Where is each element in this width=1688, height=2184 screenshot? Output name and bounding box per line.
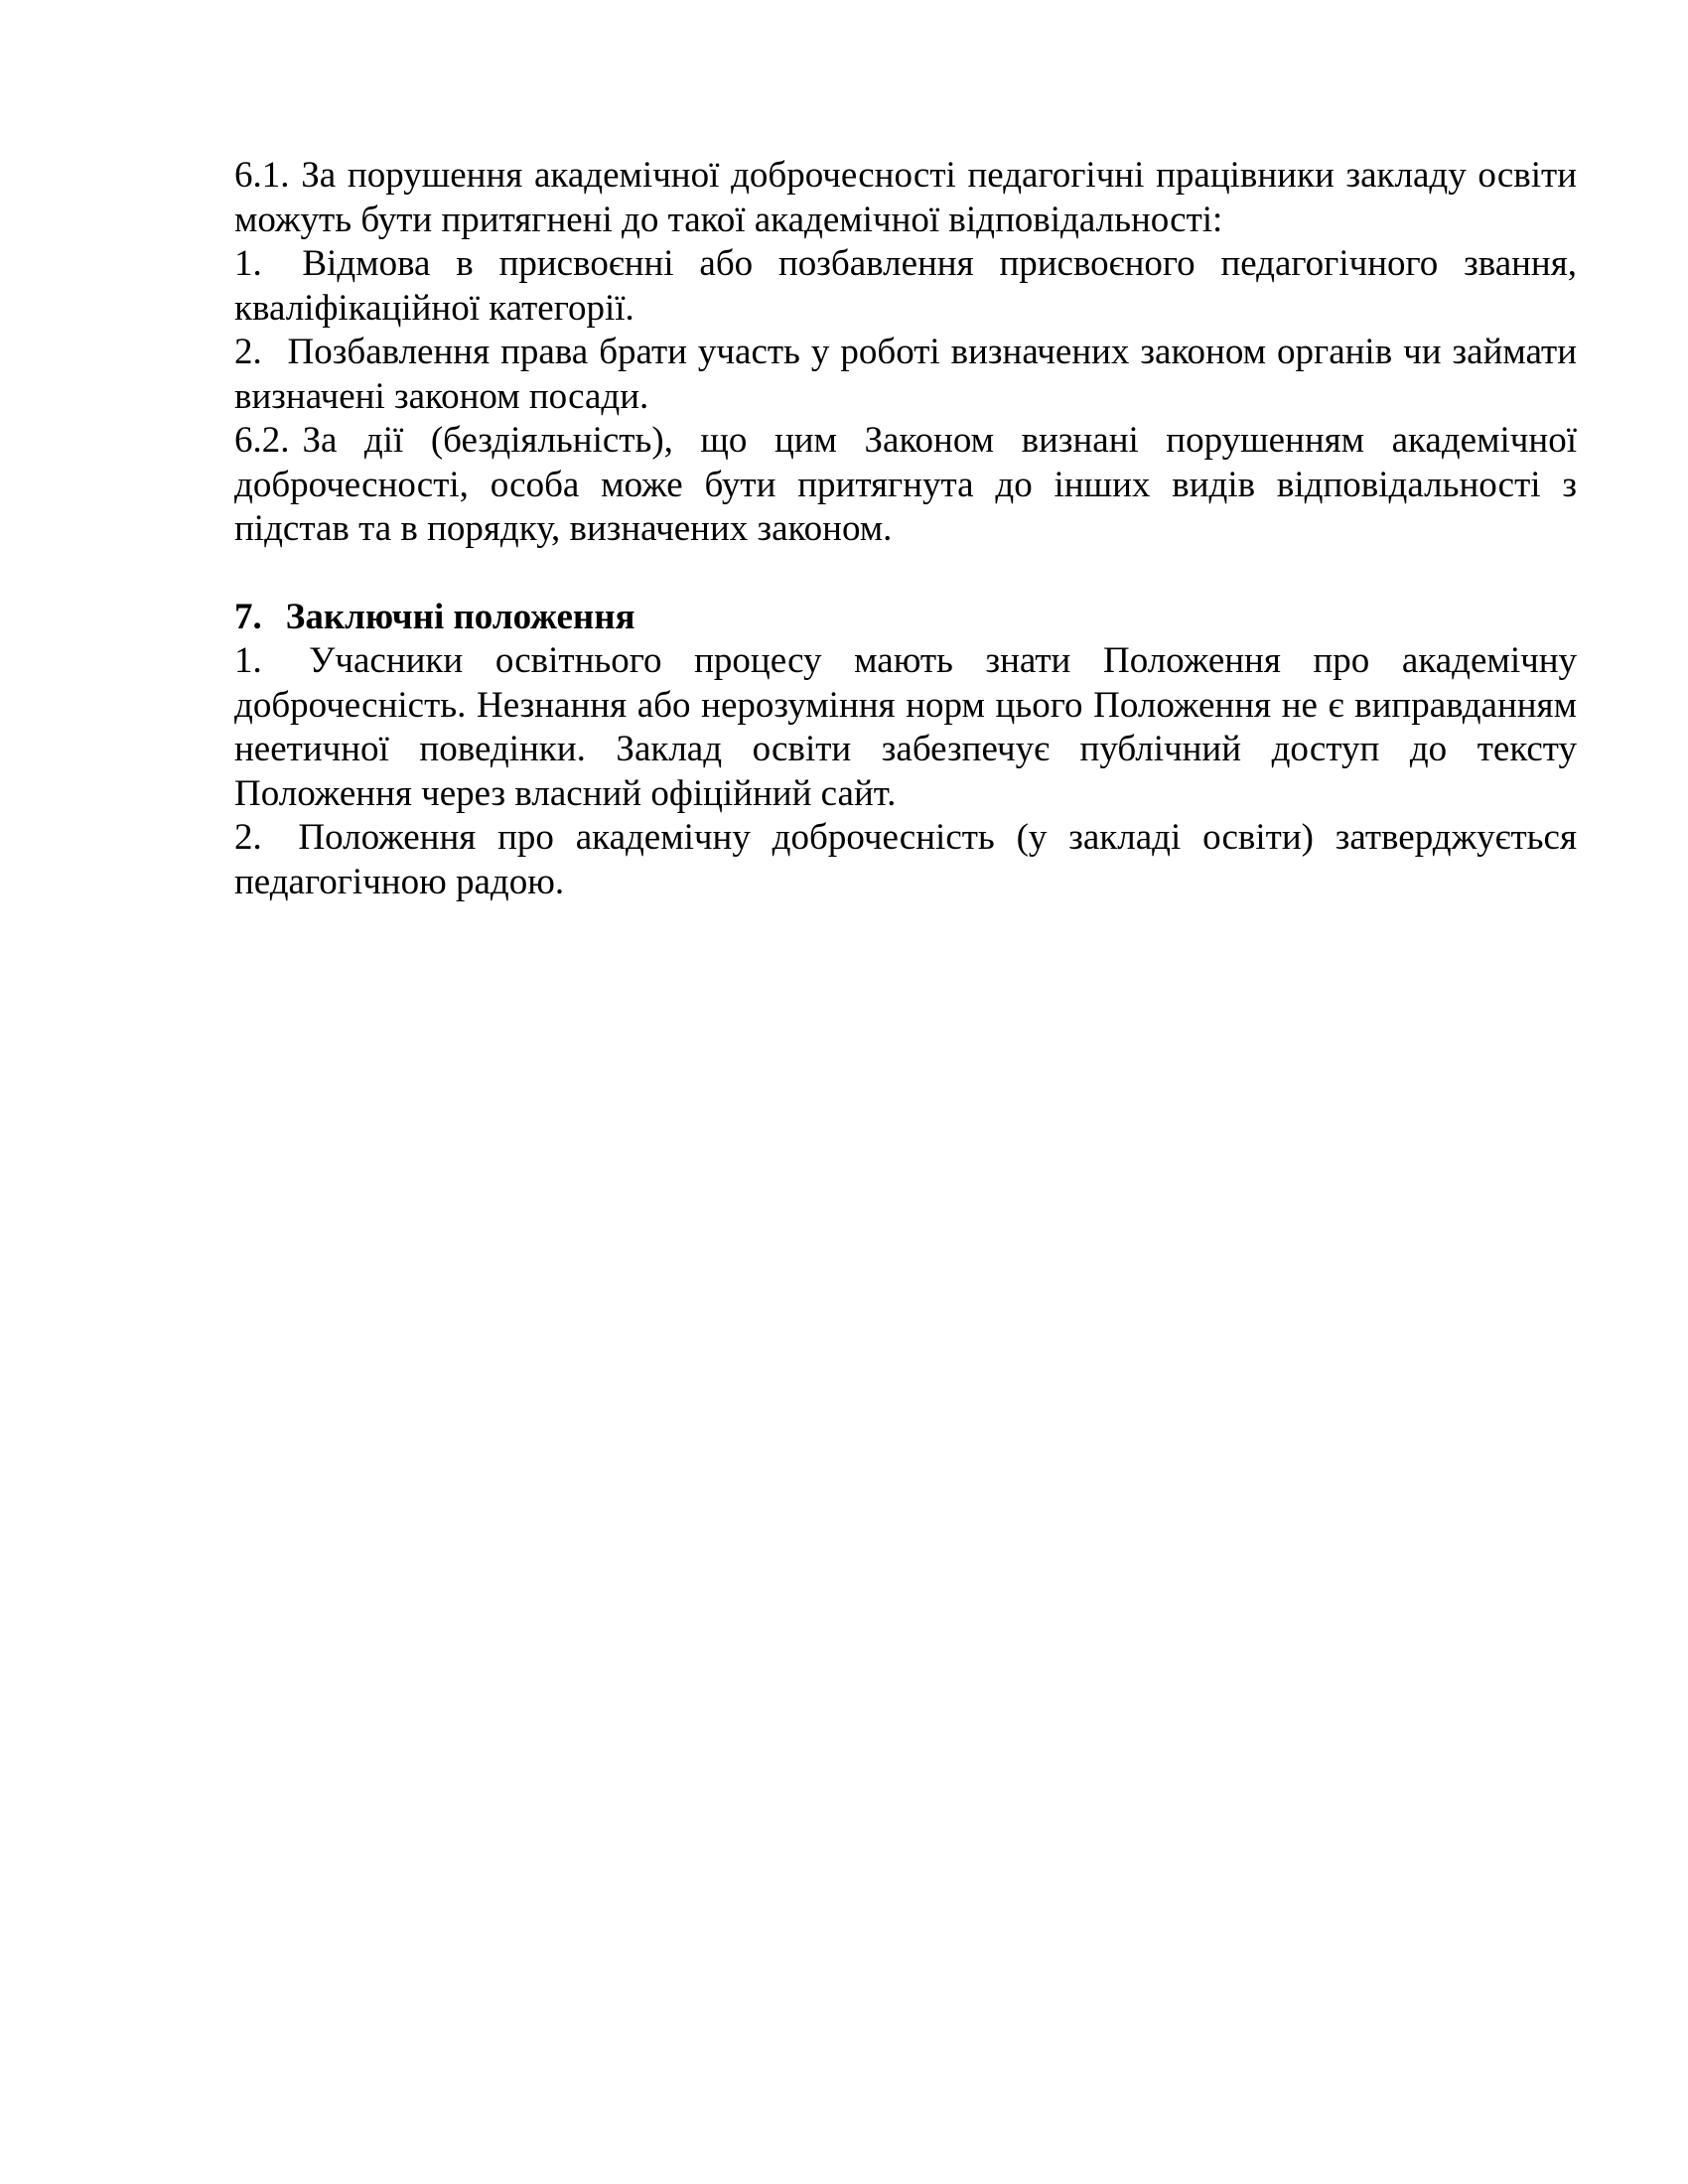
paragraph-text: За порушення академічної доброчесності педагогічні працівники закладу освіти можуть бути притягнені до такої академічної відповідальності:	[234, 155, 1578, 240]
paragraph-6-2	[234, 419, 1577, 552]
section-title: Заключні положення	[285, 596, 635, 637]
list-item-number: 1.	[234, 243, 262, 284]
paragraph-number: 6.1.	[234, 155, 290, 196]
paragraph-text: За дії (бездіяльність), що цим Законом визнані порушенням академічної доброчесності, особа може бути притягнута до інших видів відповідальності з підстав та в порядку, визначених законом.	[234, 420, 1577, 549]
paragraph-6-1	[234, 154, 1577, 242]
list-item-text: Позбавлення права брати участь у роботі визначених законом органів чи займати визначені законом посади.	[234, 332, 1577, 417]
section-number: 7.	[234, 596, 262, 637]
list-item-6-1-1	[234, 242, 1577, 331]
list-item-7-2	[234, 816, 1577, 904]
paragraph-number: 6.2.	[234, 420, 290, 461]
list-item-text: Положення про академічну доброчесність (у закладі освіти) затверджується педагогічною радою.	[234, 817, 1577, 902]
list-item-number: 2.	[234, 817, 262, 858]
document-content	[234, 154, 1577, 904]
list-item-text: Учасники освітнього процесу мають знати Положення про академічну доброчесність. Незнання або нерозуміння норм цього Положення не є виправданням неетичної поведінки. Заклад освіти забезпечує публічний доступ до тексту Положення через власний офіційний сайт.	[234, 640, 1578, 814]
list-item-number: 2.	[234, 332, 262, 372]
list-item-6-1-2	[234, 331, 1577, 419]
list-item-7-1	[234, 639, 1577, 816]
list-item-text: Відмова в присвоєнні або позбавлення присвоєного педагогічного звання, кваліфікаційної категорії.	[234, 243, 1578, 329]
section-heading-7	[234, 596, 1577, 640]
section-spacer	[234, 552, 1577, 596]
list-item-number: 1.	[234, 640, 262, 681]
